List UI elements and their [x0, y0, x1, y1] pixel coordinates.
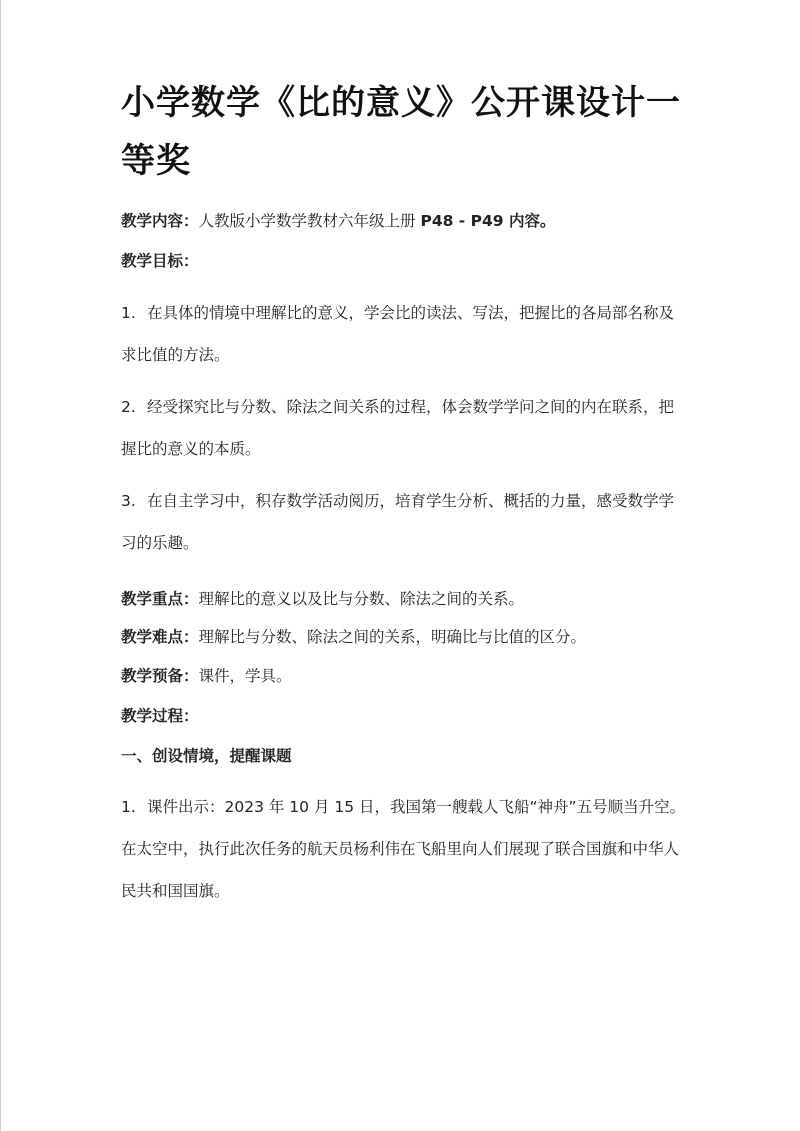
goal-text: 在具体的情境中理解比的意义，学会比的读法、写法，把握比的各局部名称及求比值的方法。	[121, 304, 675, 364]
goal-item-2	[121, 386, 687, 470]
teaching-content-pages: P48 - P49	[420, 212, 504, 230]
section-1-heading: 一、创设情境，提醒课题	[121, 747, 292, 765]
teaching-content-text: 人教版小学数学教材六年级上册	[198, 212, 421, 230]
difficulty-label: 教学难点：	[121, 628, 199, 646]
key-point-label: 教学重点：	[121, 590, 199, 608]
key-point-line	[121, 588, 691, 610]
prep-label: 教学预备：	[121, 667, 199, 685]
goal-number: 3.	[121, 492, 136, 510]
teaching-goals-label: 教学目标：	[121, 252, 199, 270]
teaching-content-line	[121, 210, 691, 232]
teaching-content-suffix: 内容。	[503, 212, 556, 230]
prep-line	[121, 665, 691, 687]
key-point-text: 理解比的意义以及比与分数、除法之间的关系。	[198, 590, 525, 608]
goal-item-3	[121, 480, 687, 564]
teaching-process-label: 教学过程：	[121, 707, 199, 725]
difficulty-line	[121, 626, 691, 648]
document-title: 小学数学《比的意义》公开课设计一等奖	[121, 83, 681, 181]
goal-item-1	[121, 292, 687, 376]
prep-text: 课件，学具。	[198, 667, 292, 685]
teaching-content-label: 教学内容：	[121, 212, 199, 230]
difficulty-text: 理解比与分数、除法之间的关系，明确比与比值的区分。	[198, 628, 587, 646]
goal-number: 1.	[121, 304, 136, 322]
item-text: 课件出示：2023 年 10 月 15 日，我国第一艘载人飞船“神舟”五号顺当升空。在太空中，执行此次任务的航天员杨利伟在飞船里向人们展现了联合国旗和中华人民共和国国旗。	[121, 798, 686, 900]
goal-text: 在自主学习中，积存数学活动阅历，培育学生分析、概括的力量，感受数学学习的乐趣。	[121, 492, 675, 552]
goal-number: 2.	[121, 398, 136, 416]
item-number: 1.	[121, 798, 136, 816]
section-1-item-1	[121, 786, 687, 912]
goal-text: 经受探究比与分数、除法之间关系的过程，体会数学学问之间的内在联系，把握比的意义的本质。	[121, 398, 675, 458]
